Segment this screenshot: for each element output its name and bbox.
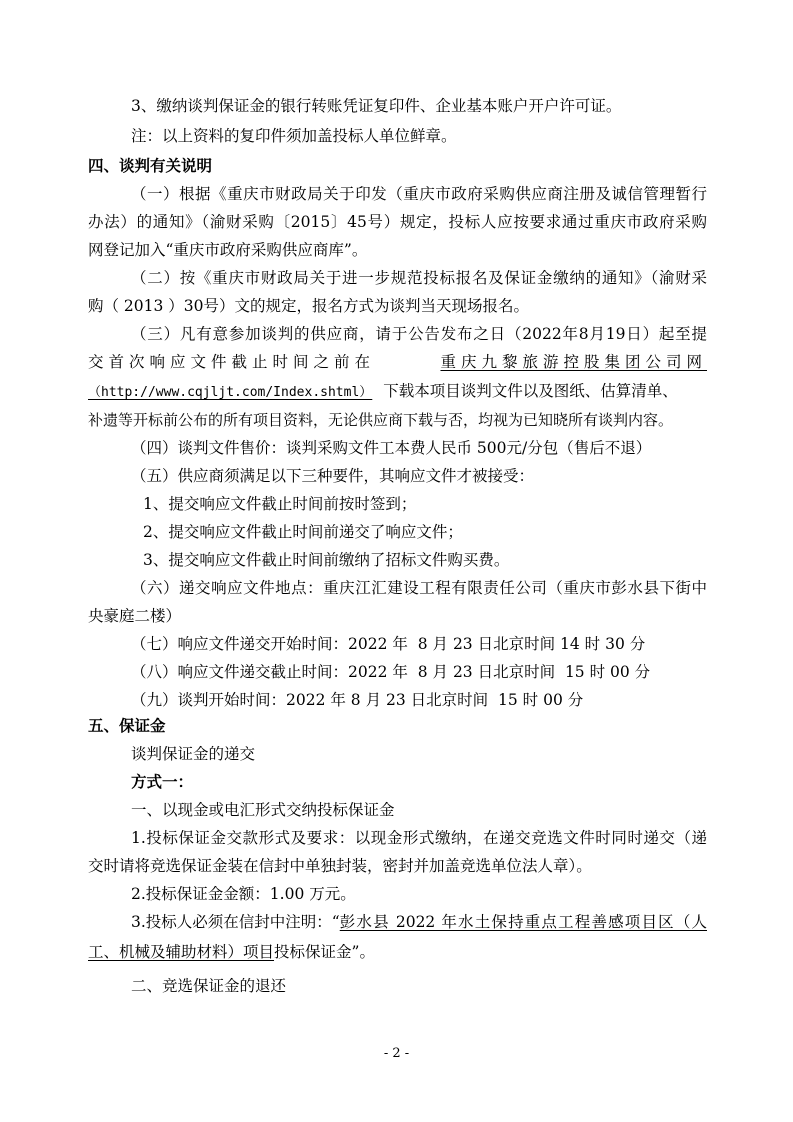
section-heading-4: 四、谈判有关说明 bbox=[88, 156, 213, 175]
paragraph-line: （六）递交响应文件地点：重庆江汇建设工程有限责任公司（重庆市彭水县下街中 bbox=[131, 579, 707, 597]
paragraph-line: （八）响应文件递交截止时间：2022 年 8 月 23 日北京时间 15 时 00 分 bbox=[131, 663, 651, 681]
paragraph-text: 下载本项目谈判文件以及图纸、估算清单、 bbox=[383, 382, 678, 400]
paragraph-line: 央豪庭二楼） bbox=[88, 607, 182, 625]
paragraph-line: （二）按《重庆市财政局关于进一步规范投标报名及保证金缴纳的通知》（渝财采 bbox=[131, 269, 707, 287]
website-name-link[interactable]: 重庆九黎旅游控股集团公司网 bbox=[440, 353, 707, 371]
paragraph-text: 交首次响应文件截止时间之前在 bbox=[88, 353, 376, 371]
paragraph-line: 一、以现金或电汇形式交纳投标保证金 bbox=[131, 801, 395, 819]
paragraph-line: （一）根据《重庆市财政局关于印发（重庆市政府采购供应商注册及诚信管理暂行 bbox=[131, 185, 707, 203]
page-number: - 2 - bbox=[383, 1046, 410, 1061]
paragraph-line: 1.投标保证金交款形式及要求：以现金形式缴纳，在递交竞选文件时同时递交（递 bbox=[131, 829, 707, 847]
list-item: 2、提交响应文件截止时间前递交了响应文件； bbox=[143, 523, 463, 541]
paragraph-line: （四）谈判文件售价：谈判采购文件工本费人民币 500元/分包（售后不退） bbox=[131, 439, 652, 457]
list-item: 3、提交响应文件截止时间前缴纳了招标文件购买费。 bbox=[143, 551, 510, 569]
paragraph-line: （五）供应商须满足以下三种要件，其响应文件才被接受： bbox=[131, 467, 535, 485]
paragraph-line: 补遗等开标前公布的所有项目资料，无论供应商下载与否，均视为已知晓所有谈判内容。 bbox=[88, 411, 674, 429]
paragraph-line: 谈判保证金的递交 bbox=[131, 745, 256, 763]
project-name-text: 工、机械及辅助材料）项目 bbox=[88, 943, 275, 961]
paragraph-line: 2.投标保证金金额：1.00 万元。 bbox=[131, 885, 356, 903]
note-line: 注：以上资料的复印件须加盖投标人单位鲜章。 bbox=[131, 127, 457, 145]
paragraph-line: 交时请将竞选保证金装在信封中单独封装，密封并加盖竞选单位法人章）。 bbox=[88, 857, 592, 875]
paragraph-line: 网登记加入“重庆市政府采购供应商库”。 bbox=[88, 241, 368, 259]
paragraph-line: （三）凡有意参加谈判的供应商，请于公告发布之日（2022年8月19日）起至提 bbox=[131, 325, 707, 343]
paragraph-line: （七）响应文件递交开始时间：2022 年 8 月 23 日北京时间 14 时 30 分 bbox=[131, 635, 646, 653]
list-item: 1、提交响应文件截止时间前按时签到； bbox=[143, 495, 417, 513]
paragraph-line: 购（ 2013 ）30号）文的规定，报名方式为谈判当天现场报名。 bbox=[88, 297, 530, 315]
subheading: 方式一： bbox=[131, 772, 194, 791]
paragraph-text: 投标保证金”。 bbox=[274, 943, 375, 961]
paragraph-line: （九）谈判开始时间：2022 年 8 月 23 日北京时间 15 时 00 分 bbox=[131, 691, 584, 709]
paragraph-line: 办法）的通知》（渝财采购〔2015〕45号）规定，投标人应按要求通过重庆市政府采购 bbox=[88, 213, 707, 231]
project-name-text: 彭水县 2022 年水土保持重点工程善感项目区（人 bbox=[339, 913, 707, 931]
website-url-link[interactable]: （http://www.cqjljt.com/Index.shtml） bbox=[88, 385, 373, 400]
paragraph-text: 3.投标人必须在信封中注明：“ bbox=[131, 913, 340, 931]
section-heading-5: 五、保证金 bbox=[88, 716, 166, 735]
paragraph-line: 二、竞选保证金的退还 bbox=[131, 977, 287, 995]
paragraph-line: 3、缴纳谈判保证金的银行转账凭证复印件、企业基本账户开户许可证。 bbox=[131, 97, 622, 115]
